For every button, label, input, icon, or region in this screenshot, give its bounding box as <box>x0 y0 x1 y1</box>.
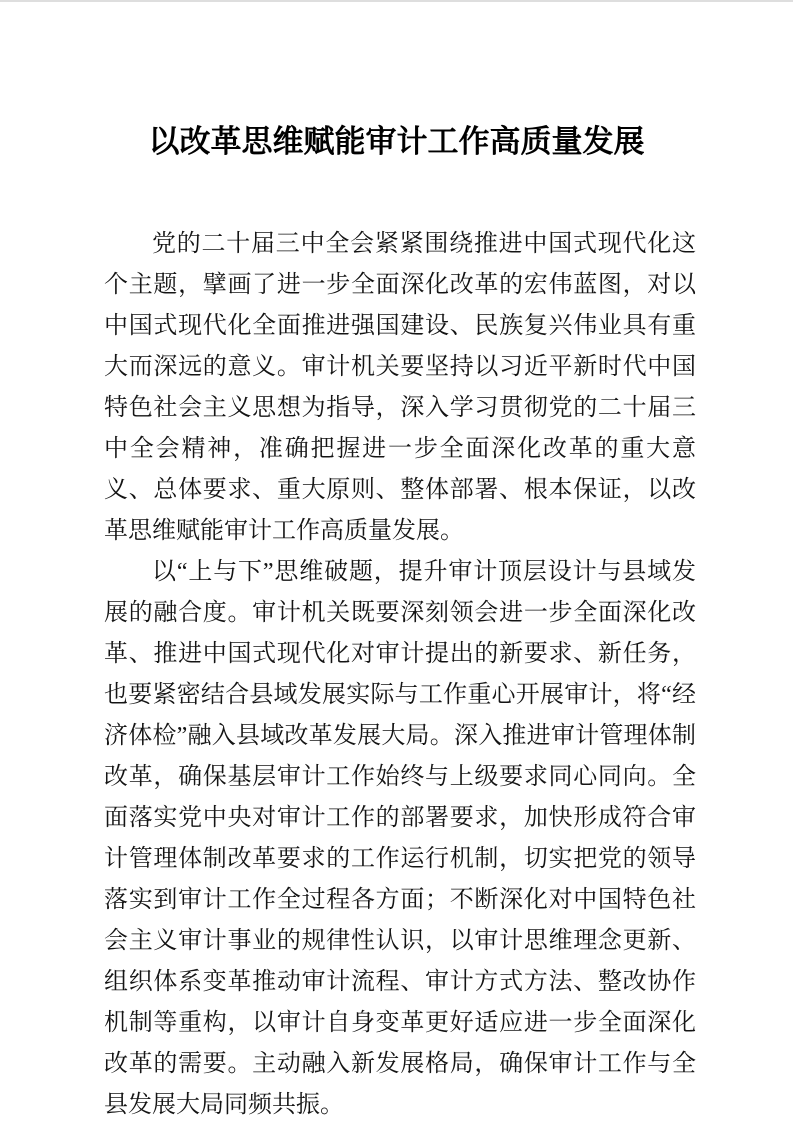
document-title: 以改革思维赋能审计工作高质量发展 <box>148 124 645 159</box>
paragraph: 党的二十届三中全会紧紧围绕推进中国式现代化这个主题，擘画了进一步全面深化改革的宏伟蓝图，对以中国式现代化全面推进强国建设、民族复兴伟业具有重大而深远的意义。审计机关要坚持以习近平新时代中国特色社会主义思想为指导，深入学习贯彻党的二十届三中全会精神，准确把握进一步全面深化改革的重大意义、总体要求、重大原则、整体部署、根本保证，以改革思维赋能审计工作高质量发展。 <box>104 231 696 544</box>
page-top-edge <box>0 0 793 2</box>
document-body <box>104 224 696 1122</box>
paragraph: 以“上与下”思维破题，提升审计顶层设计与县域发展的融合度。审计机关既要深刻领会进一步全面深化改革、推进中国式现代化对审计提出的新要求、新任务，也要紧密结合县域发展实际与工作重心开展审计，将“经济体检”融入县域改革发展大局。深入推进审计管理体制改革，确保基层审计工作始终与上级要求同心同向。全面落实党中央对审计工作的部署要求，加快形成符合审计管理体制改革要求的工作运行机制，切实把党的领导落实到审计工作全过程各方面；不断深化对中国特色社会主义审计事业的规律性认识，以审计思维理念更新、组织体系变革推动审计流程、审计方式方法、整改协作机制等重构，以审计自身变革更好适应进一步全面深化改革的需要。主动融入新发展格局，确保审计工作与全县发展大局同频共振。 <box>104 559 696 1118</box>
